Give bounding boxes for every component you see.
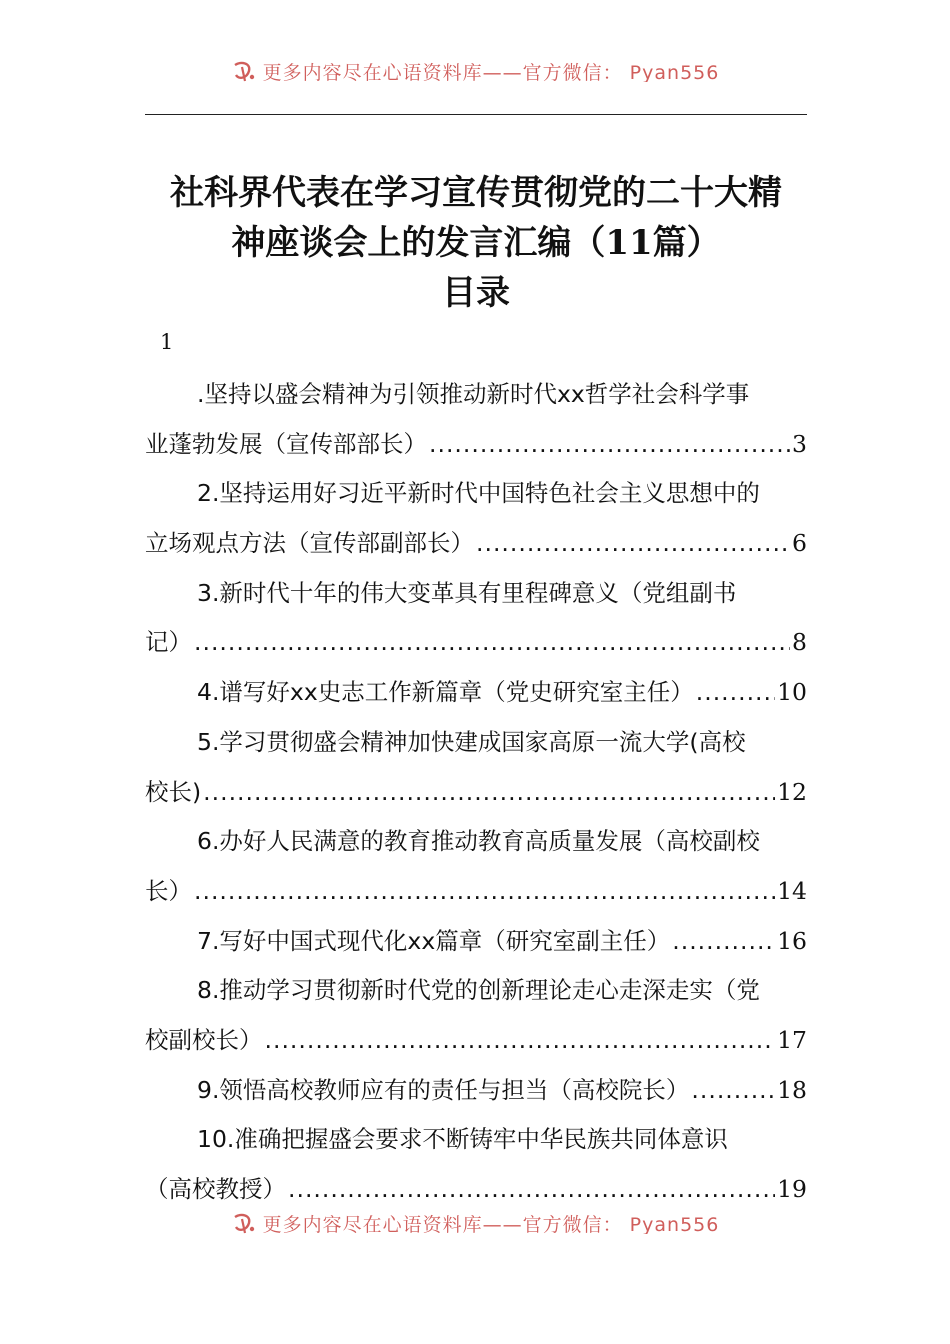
toc-dot-leader	[691, 1066, 775, 1116]
toc-entry-text: 4.谱写好xx史志工作新篇章（党史研究室主任）	[197, 678, 694, 707]
toc-dot-leader	[429, 420, 790, 470]
toc-dot-leader	[194, 867, 775, 917]
toc-entry[interactable]	[145, 1066, 807, 1116]
toc-entry-text: 业蓬勃发展（宣传部部长）	[145, 429, 427, 458]
toc-entry-text: 9.领悟高校教师应有的责任与担当（高校院长）	[197, 1075, 690, 1104]
header-rule	[145, 114, 807, 115]
toc-page-number: 3	[792, 429, 807, 458]
toc-entry-text: （高校教授）	[145, 1175, 286, 1203]
toc-dot-leader	[203, 768, 775, 818]
toc-entry-text: 校副校长）	[145, 1025, 263, 1054]
toc-dot-leader	[265, 1016, 776, 1066]
toc-page-number: 10	[777, 678, 807, 707]
watermark-top	[0, 58, 950, 82]
toc-page-number: 14	[777, 876, 807, 905]
toc-page-number: 16	[777, 926, 807, 955]
toc-page-number: 6	[792, 529, 807, 558]
toc-page-number: 17	[777, 1025, 807, 1054]
toc-entry-text: 10.准确把握盛会要求不断铸牢中华民族共同体意识	[197, 1125, 728, 1154]
brand-logo-icon	[231, 61, 257, 82]
toc-entry-text: 5.学习贯彻盛会精神加快建成国家高原一流大学(高校	[197, 727, 746, 756]
toc-dot-leader	[696, 668, 775, 718]
toc-entry[interactable]	[145, 817, 807, 916]
toc-entry-text: 立场观点方法（宣传部副部长）	[145, 529, 474, 558]
toc-entry-text: 3.新时代十年的伟大变革具有里程碑意义（党组副书	[197, 578, 737, 607]
watermark-text: 更多内容尽在心语资料库——官方微信： Pyan556	[262, 62, 720, 82]
toc-dot-leader	[194, 618, 790, 668]
toc-dot-leader	[672, 917, 775, 967]
toc-page-number: 8	[792, 628, 807, 657]
toc-entry[interactable]	[145, 569, 807, 668]
toc-entry[interactable]	[145, 469, 807, 568]
toc-entry-text: 8.推动学习贯彻新时代党的创新理论走心走深走实（党	[197, 976, 760, 1005]
toc-start-number: 1	[160, 330, 174, 354]
title-line-1: 社科界代表在学习宣传贯彻党的二十大精	[170, 173, 782, 213]
document-title	[145, 168, 807, 318]
toc-page-number: 18	[777, 1075, 807, 1104]
brand-logo-icon	[231, 1213, 257, 1234]
watermark-text: 更多内容尽在心语资料库——官方微信： Pyan556	[262, 1214, 720, 1234]
toc-entry[interactable]	[145, 917, 807, 967]
toc-entry[interactable]	[145, 718, 807, 817]
watermark-bottom	[0, 1210, 950, 1234]
toc-entry-text: .坚持以盛会精神为引领推动新时代xx哲学社会科学事	[197, 380, 750, 408]
toc-heading: 目录	[442, 273, 510, 313]
toc-dot-leader	[288, 1165, 775, 1215]
toc-page-number: 19	[777, 1175, 807, 1203]
toc-entry-text: 长）	[145, 876, 192, 905]
table-of-contents	[145, 370, 807, 1215]
toc-entry-text: 校长)	[145, 777, 202, 806]
toc-entry[interactable]	[145, 370, 807, 469]
toc-entry[interactable]	[145, 668, 807, 718]
title-line-2: 神座谈会上的发言汇编（11篇）	[231, 223, 721, 263]
toc-entry-text: 记）	[145, 628, 192, 657]
toc-entry-text: 2.坚持运用好习近平新时代中国特色社会主义思想中的	[197, 479, 760, 508]
toc-entry-text: 7.写好中国式现代化xx篇章（研究室副主任）	[197, 926, 671, 955]
toc-entry[interactable]	[145, 966, 807, 1065]
toc-entry[interactable]	[145, 1115, 807, 1214]
toc-page-number: 12	[777, 777, 807, 806]
toc-dot-leader	[476, 519, 790, 569]
toc-entry-text: 6.办好人民满意的教育推动教育高质量发展（高校副校	[197, 827, 760, 856]
